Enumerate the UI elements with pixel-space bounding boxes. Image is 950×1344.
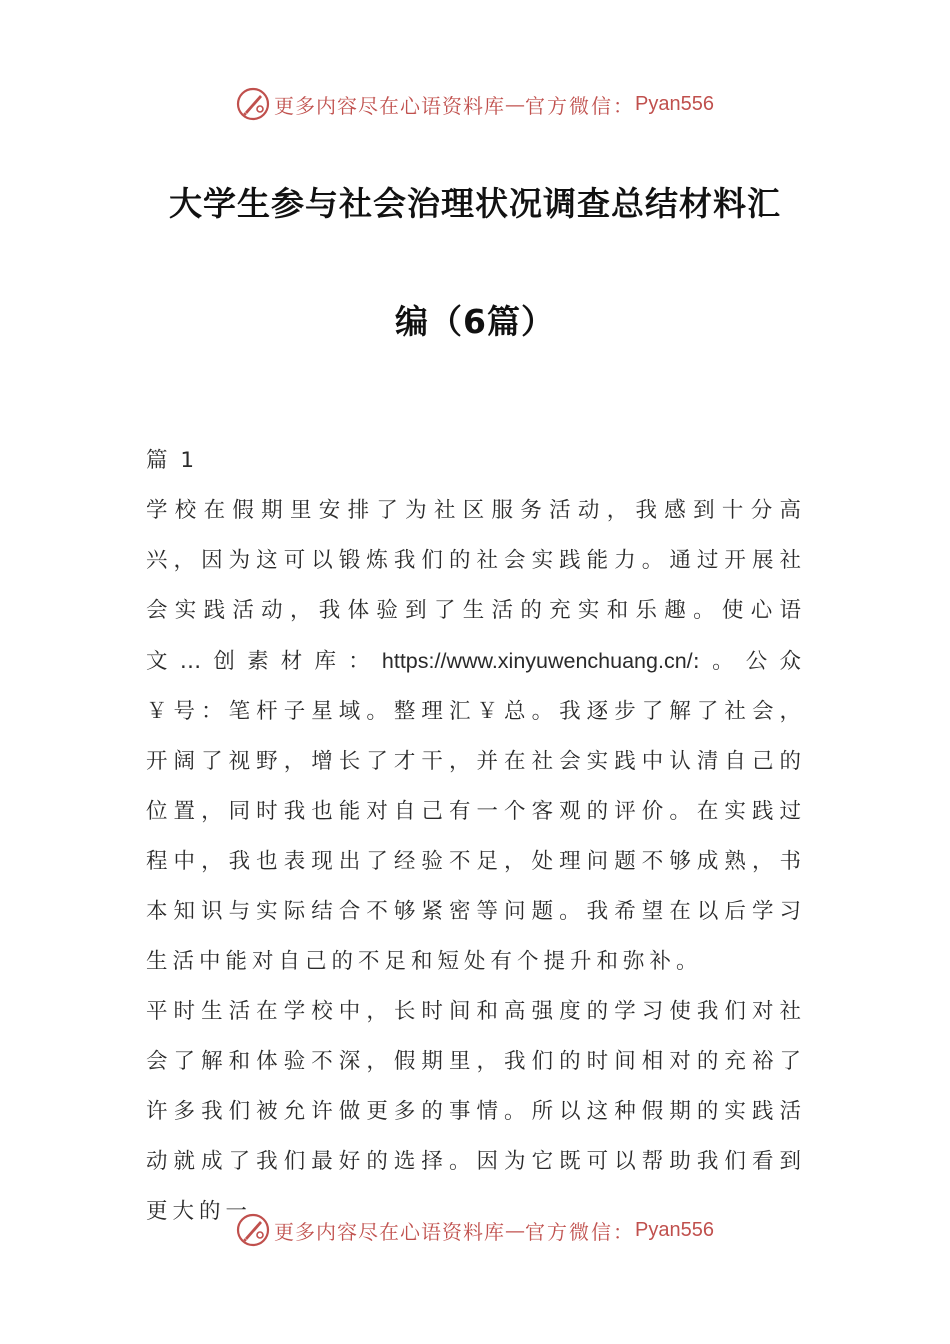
- paragraph-2: 平时生活在学校中，长时间和高强度的学习使我们对社会了解和体验不深，假期里，我们的时间相对的充裕了许多我们被允许做更多的事情。所以这种假期的实践活动就成了我们最好的选择。因为它既可以帮助我们看到更大的一: [146, 999, 806, 1224]
- header-banner: [0, 84, 950, 124]
- quill-logo-icon: [236, 87, 270, 121]
- banner-separator: —: [505, 92, 526, 116]
- paragraph-1: [146, 486, 806, 987]
- banner-wechat-label: 官方微信：: [525, 93, 636, 118]
- section-heading: 篇 1: [146, 448, 198, 473]
- banner-text: 更多内容尽在心语资料库: [274, 93, 506, 118]
- paragraph-1-url: https://www.xinyuwenchuang.cn/: [381, 649, 693, 673]
- document-body: [146, 436, 806, 1237]
- paragraph-1-text-b: :。公众￥号：笔杆子星域。整理汇￥总。我逐步了解了社会，开阔了视野，增长了才干，并在社会实践中认清自己的位置，同时我也能对自己有一个客观的评价。在实践过程中，我也表现出了经验不足，处理问题不够成熟，书本知识与实际结合不够紧密等问题。我希望在以后学习生活中能对自己的不足和短处有个提升和弥补。: [146, 649, 806, 974]
- footer-banner-wechat-label: 官方微信：: [525, 1219, 636, 1244]
- document-title-line2: 编（6篇）: [395, 302, 555, 341]
- footer-banner-text: 更多内容尽在心语资料库: [274, 1219, 506, 1244]
- footer-banner-separator: —: [505, 1218, 526, 1242]
- banner-wechat-id: Pyan556: [635, 92, 714, 115]
- footer-banner-wechat-id: Pyan556: [635, 1218, 714, 1241]
- quill-logo-icon: [236, 1213, 270, 1247]
- document-title-line1: 大学生参与社会治理状况调查总结材料汇: [169, 184, 781, 223]
- paragraph-1-text-a: 学校在假期里安排了为社区服务活动，我感到十分高兴，因为这可以锻炼我们的社会实践能力。通过开展社会实践活动，我体验到了生活的充实和乐趣。使心语文…创素材库：: [146, 498, 806, 674]
- footer-banner: [0, 1210, 950, 1250]
